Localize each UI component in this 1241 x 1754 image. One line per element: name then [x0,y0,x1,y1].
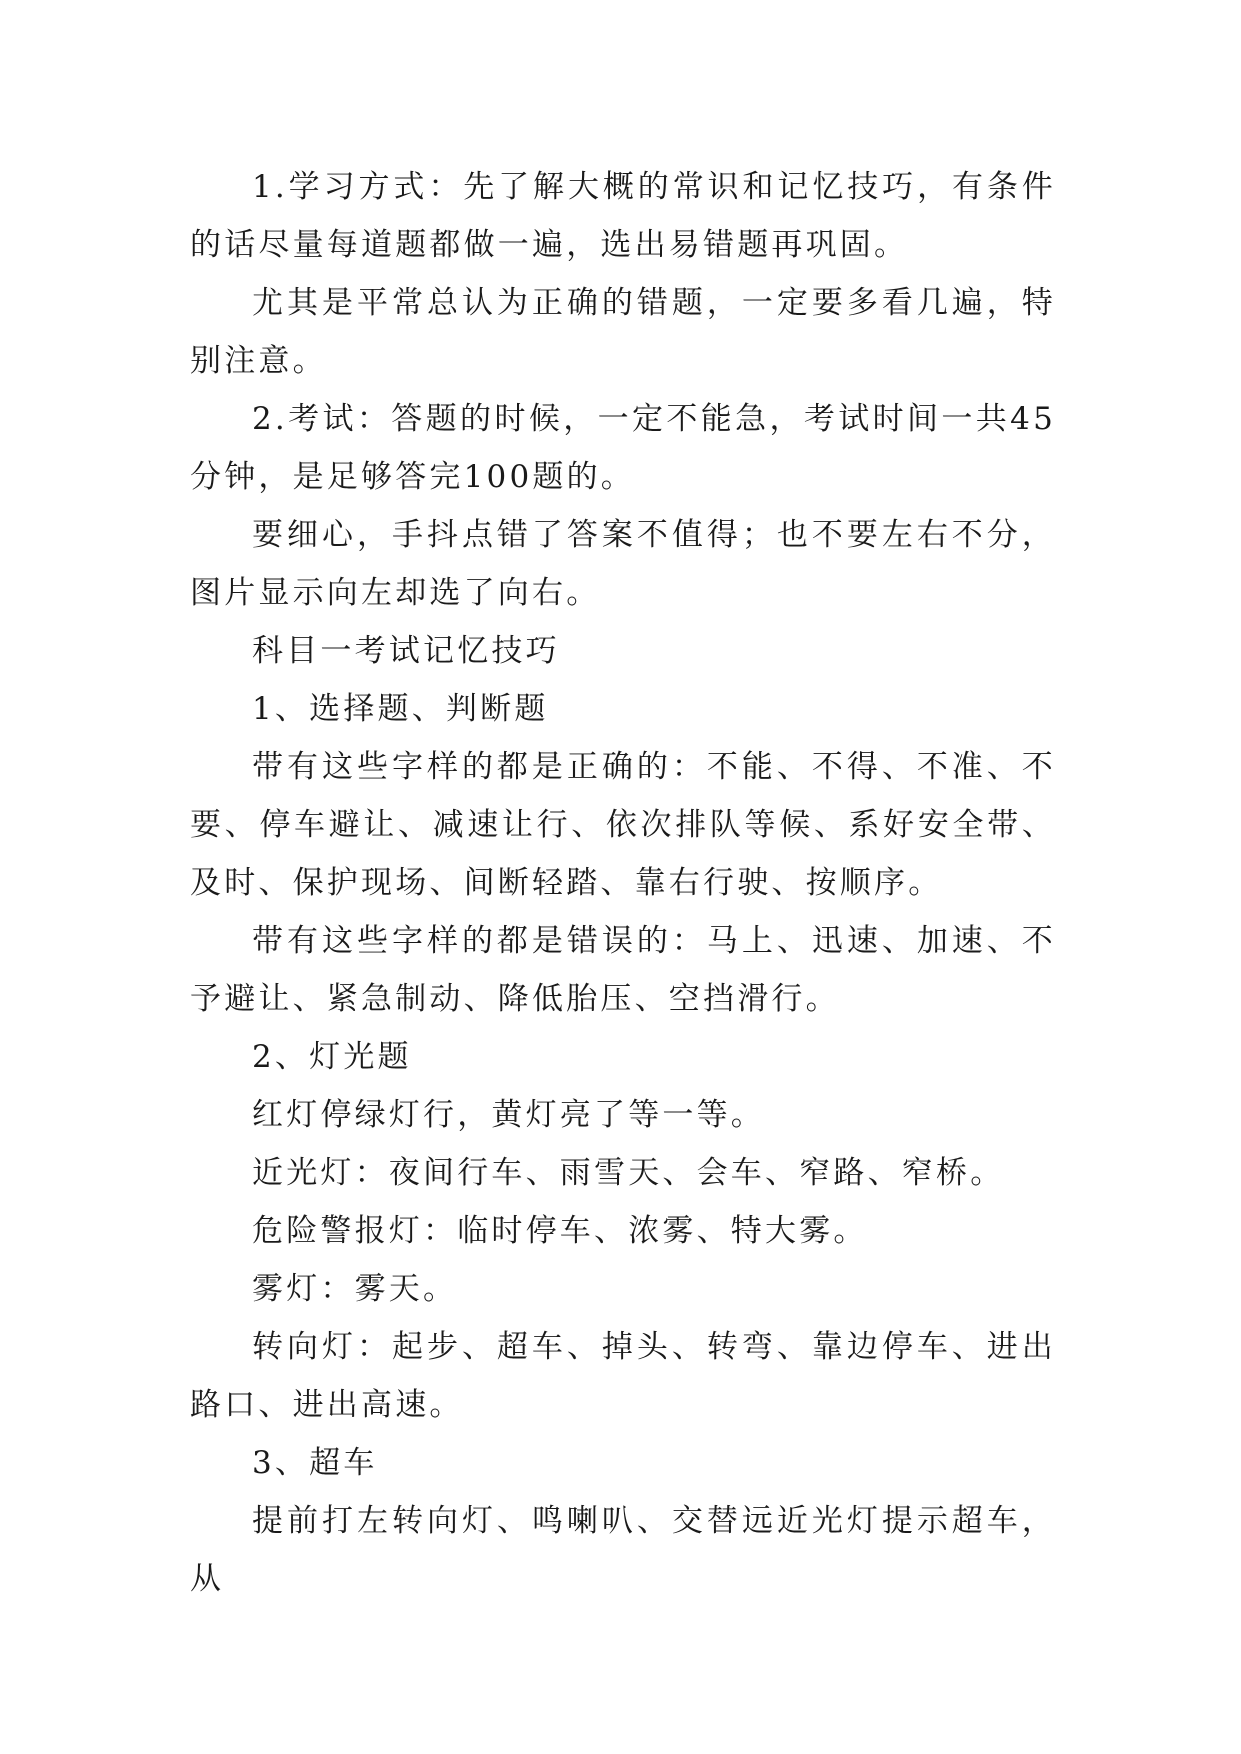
paragraph-turn-signal: 转向灯：起步、超车、掉头、转弯、靠边停车、进出路口、进出高速。 [190,1329,1056,1423]
paragraph-traffic-light: 红灯停绿灯行，黄灯亮了等一等。 [252,1097,765,1133]
paragraph-common-mistakes: 尤其是平常总认为正确的错题，一定要多看几遍，特别注意。 [190,285,1056,379]
paragraph-be-careful: 要细心，手抖点错了答案不值得；也不要左右不分，图片显示向左却选了向右。 [190,517,1056,611]
subheading-choice-judgment: 1、选择题、判断题 [252,691,549,727]
section-heading-memory-tips: 科目一考试记忆技巧 [252,633,560,669]
document-body [190,158,1056,1608]
paragraph-wrong-keywords: 带有这些字样的都是错误的：马上、迅速、加速、不予避让、紧急制动、降低胎压、空挡滑行。 [190,923,1056,1017]
subheading-overtaking: 3、超车 [252,1445,378,1481]
paragraph-correct-keywords: 带有这些字样的都是正确的：不能、不得、不准、不要、停车避让、减速让行、依次排队等候、系好安全带、及时、保护现场、间断轻踏、靠右行驶、按顺序。 [190,749,1056,901]
paragraph-fog-light: 雾灯：雾天。 [252,1271,458,1307]
paragraph-exam: 2.考试：答题的时候，一定不能急，考试时间一共45分钟，是足够答完100题的。 [190,401,1056,495]
paragraph-low-beam: 近光灯：夜间行车、雨雪天、会车、窄路、窄桥。 [252,1155,1005,1191]
paragraph-study-method: 1.学习方式：先了解大概的常识和记忆技巧，有条件的话尽量每道题都做一遍，选出易错题再巩固。 [190,169,1056,263]
paragraph-hazard-light: 危险警报灯：临时停车、浓雾、特大雾。 [252,1213,868,1249]
subheading-lights: 2、灯光题 [252,1039,412,1075]
paragraph-overtaking: 提前打左转向灯、鸣喇叭、交替远近光灯提示超车，从 [190,1503,1056,1597]
